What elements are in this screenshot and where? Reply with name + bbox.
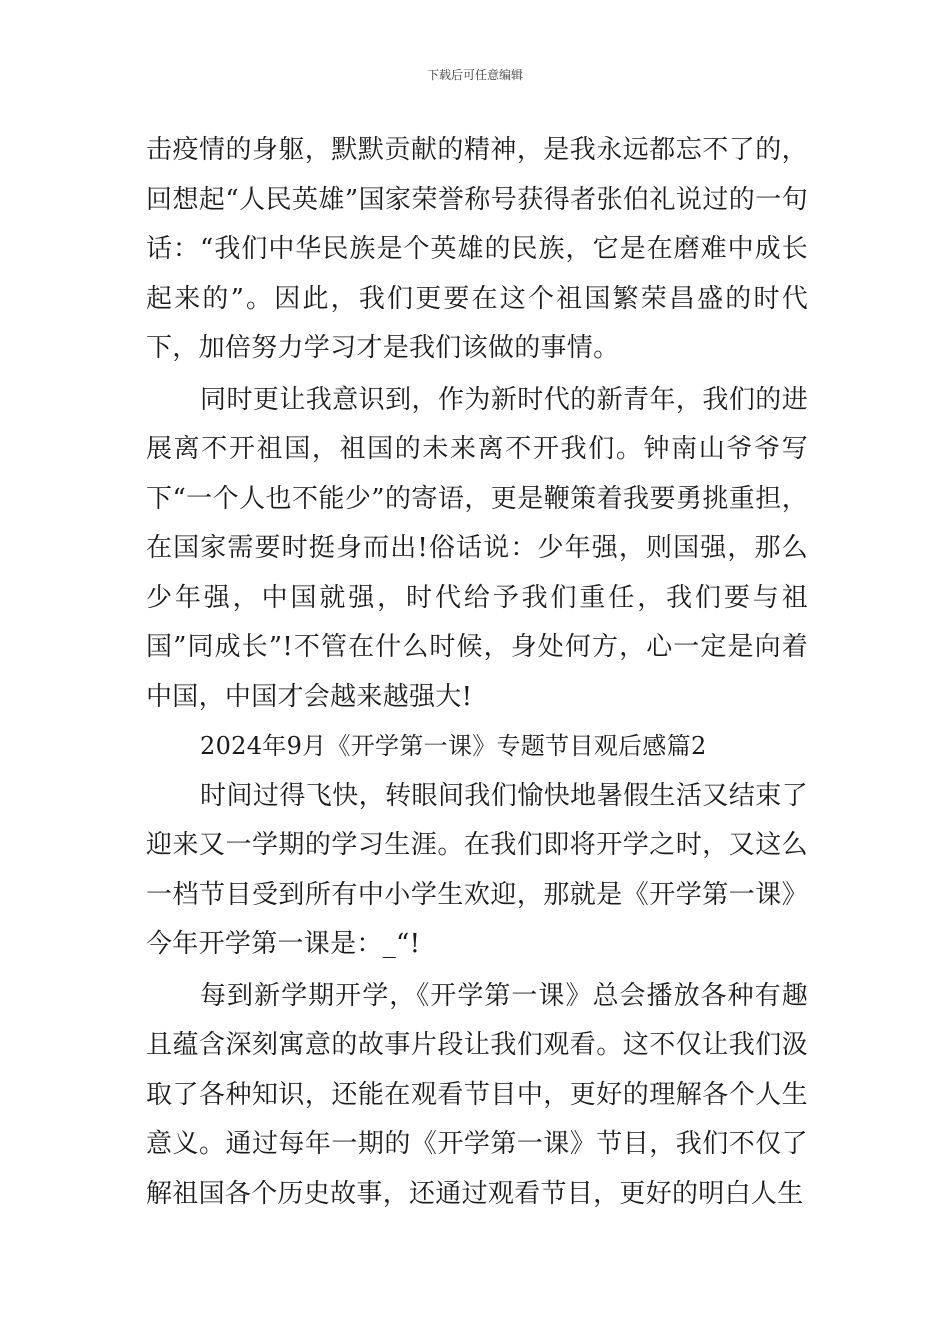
paragraph-4: 每到新学期开学，《开学第一课》总会播放各种有趣且蕴含深刻寓意的故事片段让我们观看。这不仅让我们汲取了各种知识，还能在观看节目中，更好的理解各个人生意义。通过每年一期的《开学第一课》节目，我们不仅了解祖国各个历史故事，还通过观看节目，更好的明白人生 <box>146 980 808 1209</box>
page-header: 下载后可任意编辑 <box>426 68 523 82</box>
paragraph-3: 时间过得飞快，转眼间我们愉快地暑假生活又结束了迎来又一学期的学习生涯。在我们即将开学之时，又这么一档节目受到所有中小学生欢迎，那就是《开学第一课》今年开学第一课是：_“! <box>146 780 808 959</box>
paragraph-2: 同时更让我意识到，作为新时代的新青年，我们的进展离不开祖国，祖国的未来离不开我们。钟南山爷爷写下“一个人也不能少”的寄语，更是鞭策着我要勇挑重担，在国家需要时挺身而出!俗话说：少年强，则国强，那么少年强，中国就强，时代给予我们重任，我们要与祖国”同成长”!不管在什么时候，身处何方，心一定是向着中国，中国才会越来越强大! <box>146 384 808 712</box>
document-body <box>146 126 808 1219</box>
paragraph-1: 击疫情的身躯，默默贡献的精神，是我永远都忘不了的，回想起“人民英雄”国家荣誉称号获得者张伯礼说过的一句话：“我们中华民族是个英雄的民族，它是在磨难中成长起来的”。因此，我们更要在这个祖国繁荣昌盛的时代下，加倍努力学习才是我们该做的事情。 <box>146 135 808 363</box>
section-title: 2024年9月《开学第一课》专题节目观后感篇2 <box>200 732 707 760</box>
